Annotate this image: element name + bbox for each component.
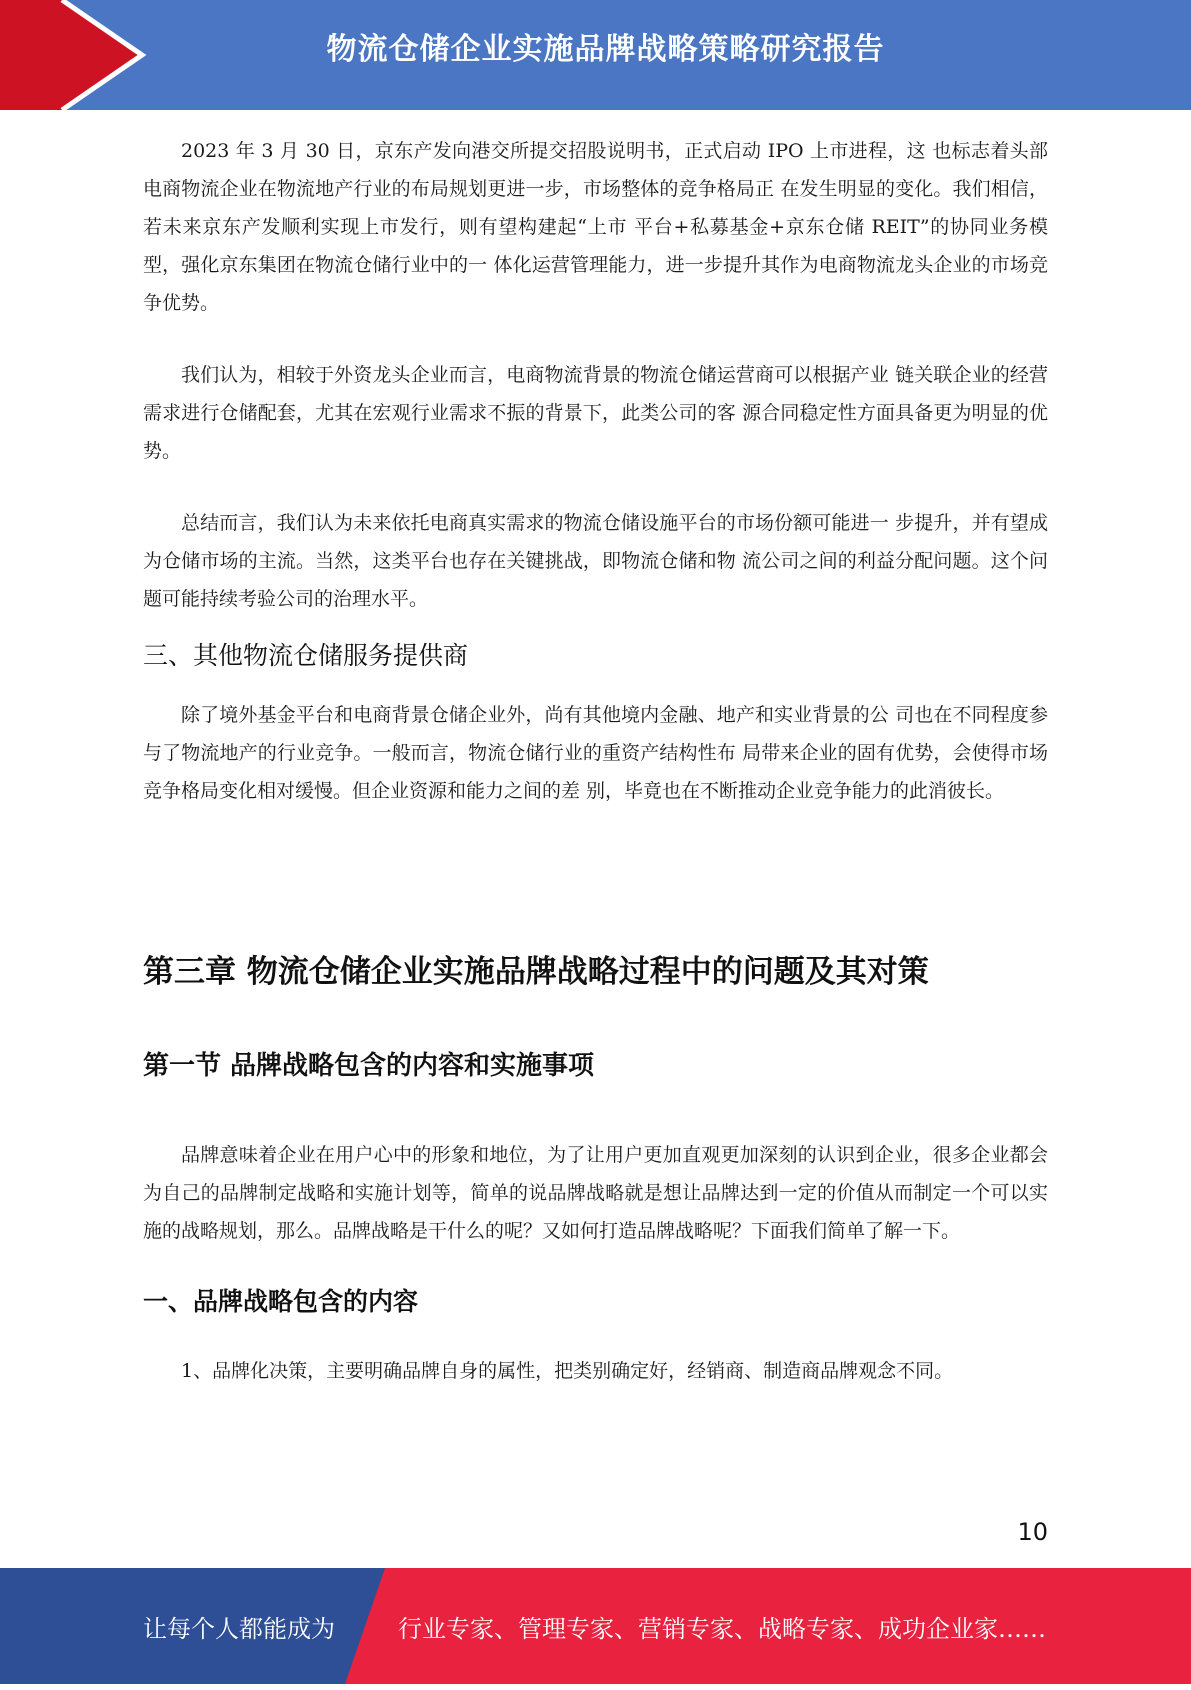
heading-other-providers: 三、其他物流仓储服务提供商	[143, 641, 469, 670]
footer-slogan-right: 行业专家、管理专家、营销专家、战略专家、成功企业家……	[398, 1615, 1046, 1643]
paragraph-other-providers: 除了境外基金平台和电商背景仓储企业外，尚有其他境内金融、地产和实业背景的公 司也在不同程度参与了物流地产的行业竞争。一般而言，物流仓储行业的重资产结构性布 局带来企业的固有优势，会使得市场竞争格局变化相对缓慢。但企业资源和能力之间的差 别，毕竟也在不断推动企业竞争能力的此消彼长。	[143, 704, 1048, 802]
page-header	[0, 0, 1191, 110]
header-title: 物流仓储企业实施品牌战略策略研究报告	[326, 32, 885, 67]
paragraph-brand-meaning: 品牌意味着企业在用户心中的形象和地位，为了让用户更加直观更加深刻的认识到企业，很多企业都会为自己的品牌制定战略和实施计划等，简单的说品牌战略就是想让品牌达到一定的价值从而制定一个可以实施的战略规划，那么。品牌战略是干什么的呢？又如何打造品牌战略呢？下面我们简单了解一下。	[143, 1144, 1048, 1242]
list-item-brand-decision: 1、品牌化决策，主要明确品牌自身的属性，把类别确定好，经销商、制造商品牌观念不同。	[181, 1360, 954, 1382]
footer-slogan-left: 让每个人都能成为	[143, 1615, 335, 1643]
page-content	[143, 132, 1048, 1390]
paragraph-ecommerce-advantage: 我们认为，相较于外资龙头企业而言，电商物流背景的物流仓储运营商可以根据产业 链关联企业的经营需求进行仓储配套，尤其在宏观行业需求不振的背景下，此类公司的客 源合同稳定性方面具备更为明显的优势。	[143, 364, 1048, 462]
chapter-title: 第三章 物流仓储企业实施品牌战略过程中的问题及其对策	[143, 954, 929, 990]
paragraph-summary: 总结而言，我们认为未来依托电商真实需求的物流仓储设施平台的市场份额可能进一 步提升，并有望成为仓储市场的主流。当然，这类平台也存在关键挑战，即物流仓储和物 流公司之间的利益分配问题。这个问题可能持续考验公司的治理水平。	[143, 512, 1048, 610]
heading-brand-contents: 一、品牌战略包含的内容	[143, 1287, 419, 1316]
paragraph-jd-ipo: 2023 年 3 月 30 日，京东产发向港交所提交招股说明书，正式启动 IPO 上市进程，这 也标志着头部电商物流企业在物流地产行业的布局规划更进一步，市场整体的竞争格局正 在发生明显的变化。我们相信，若未来京东产发顺利实现上市发行，则有望构建起“上市 平台+私募基金+京东仓储 REIT”的协同业务模型，强化京东集团在物流仓储行业中的一 体化运营管理能力，进一步提升其作为电商物流龙头企业的市场竞争优势。	[143, 140, 1048, 314]
page-number: 10	[1017, 1518, 1048, 1546]
page-footer	[0, 1568, 1191, 1684]
section-title: 第一节 品牌战略包含的内容和实施事项	[143, 1051, 595, 1081]
